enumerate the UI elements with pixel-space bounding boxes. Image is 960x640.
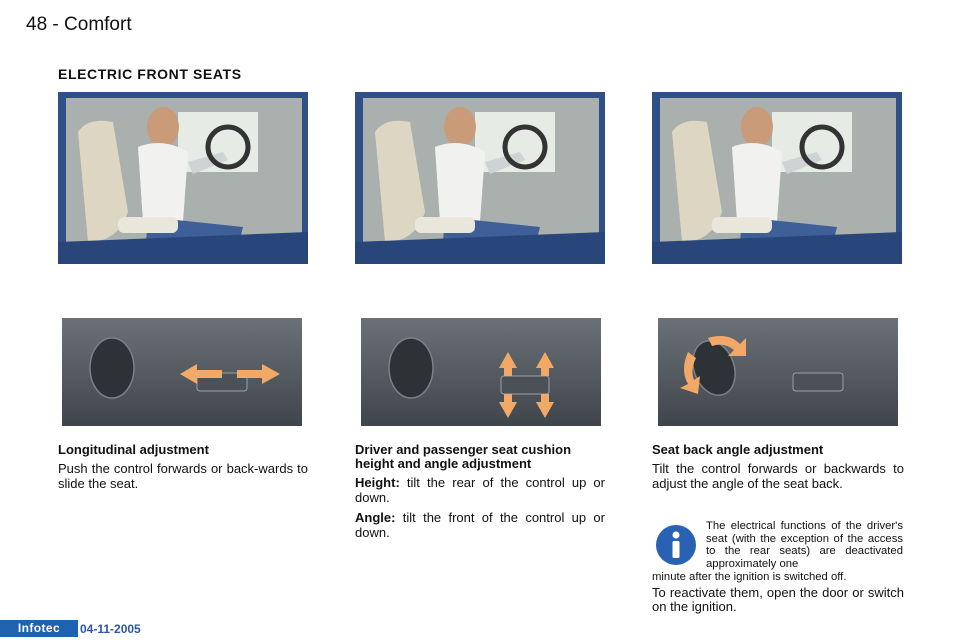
page-number: 48 (26, 14, 48, 35)
height-label: Height: (355, 475, 400, 490)
cushion-heading: Driver and passenger seat cushion height and angle adjustment (355, 442, 572, 471)
height-paragraph (355, 475, 605, 505)
seat-back-heading: Seat back angle adjustment (652, 442, 824, 457)
seat-photo-1 (58, 92, 308, 264)
seat-photo-2 (355, 92, 605, 264)
reactivate-text: To reactivate them, open the door or switch on the ignition. (652, 585, 904, 614)
note-text: The electrical functions of the driver's seat (with the exception of the access to the rear seats) are deactivated approximately one (706, 520, 903, 570)
longitudinal-adjustment-section (58, 443, 308, 496)
longitudinal-heading: Longitudinal adjustment (58, 442, 209, 457)
page-header (26, 14, 132, 36)
info-icon (655, 524, 697, 566)
cushion-adjustment-section (355, 443, 605, 545)
seat-control-height-angle (361, 318, 601, 426)
seat-control-seat-back (658, 318, 898, 426)
seat-back-section (652, 443, 904, 496)
height-text: tilt the rear of the control up or down. (355, 475, 605, 505)
seat-control-longitudinal (62, 318, 302, 426)
header-separator: - (52, 14, 59, 35)
footer-date: 04-11-2005 (80, 622, 141, 636)
angle-paragraph (355, 510, 605, 540)
seat-back-text: Tilt the control forwards or backwards to adjust the angle of the seat back. (652, 461, 904, 491)
angle-label: Angle: (355, 510, 396, 525)
infotec-logo: Infotec (0, 620, 78, 637)
section-title: ELECTRIC FRONT SEATS (58, 66, 242, 82)
chapter-title: Comfort (64, 14, 132, 35)
note-text-tail: minute after the ignition is switched off. (652, 571, 847, 583)
seat-photo-3 (652, 92, 902, 264)
angle-text: tilt the front of the control up or down. (355, 510, 605, 540)
longitudinal-text: Push the control forwards or back-wards to slide the seat. (58, 461, 308, 491)
